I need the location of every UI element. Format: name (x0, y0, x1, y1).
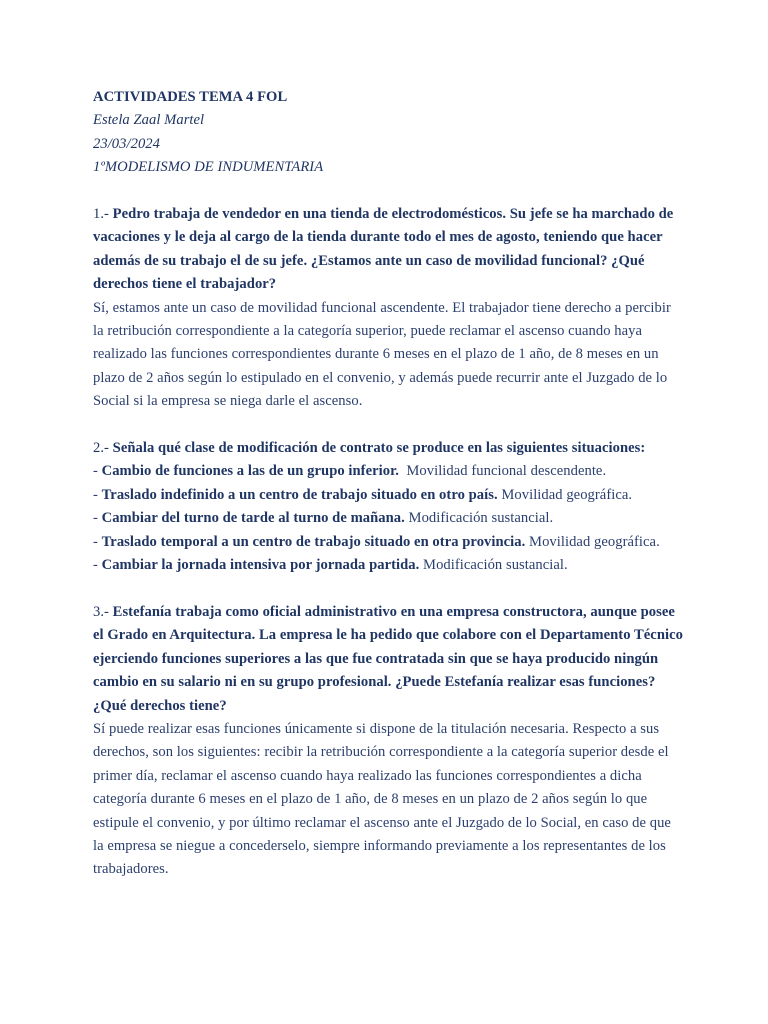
document-header (93, 86, 683, 180)
course-name: 1ºMODELISMO DE INDUMENTARIA (93, 159, 324, 176)
list-dash: - (93, 533, 102, 550)
list-item (93, 531, 683, 554)
author-name: Estela Zaal Martel (93, 112, 205, 129)
question-2-section (93, 437, 683, 577)
list-dash: - (93, 463, 102, 480)
question-1-section (93, 203, 683, 414)
question-2-body: Señala qué clase de modificación de contrato se produce en las siguientes situaciones: (108, 440, 646, 457)
answer-text: Movilidad funcional descendente. (398, 463, 607, 480)
list-item (93, 460, 683, 483)
document-date: 23/03/2024 (93, 135, 160, 152)
situation-text: Traslado temporal a un centro de trabajo situado en otra provincia. (101, 533, 526, 550)
list-dash: - (93, 486, 102, 503)
answer-3-text: Sí puede realizar esas funciones únicamente si dispone de la titulación necesaria. Respecto a sus derechos, son los siguientes: recibir la retribución correspondiente a la categoría superior desde el primer día, reclamar el ascenso cuando haya realizado las funciones correspondientes a dicha categoría durante 6 meses en el plazo de 1 año, de 8 meses en un plazo de 2 años según lo que estipule el convenio, y por último reclamar el ascenso ante el Juzgado de lo Social, en caso de que la empresa se niegue a concederselo, siempre informando previamente a los representantes de los trabajadores. (93, 720, 671, 878)
answer-1-text: Sí, estamos ante un caso de movilidad funcional ascendente. El trabajador tiene derecho a percibir la retribución correspondiente a la categoría superior, puede reclamar el ascenso cuando haya realizado las funciones correspondientes durante 6 meses en el plazo de 1 año, de 8 meses en un plazo de 2 años según lo estipulado en el convenio, y además puede recurrir ante el Juzgado de lo Social si la empresa se niega darle el ascenso. (93, 299, 671, 410)
list-item (93, 554, 683, 577)
list-dash: - (93, 510, 102, 527)
list-item (93, 507, 683, 530)
answer-text: Modificación sustancial. (404, 510, 554, 527)
document-page (93, 86, 683, 882)
situation-text: Cambiar del turno de tarde al turno de mañana. (101, 510, 405, 527)
question-2-text (93, 437, 683, 460)
question-1-number: 1.- (93, 206, 109, 223)
question-1-body: Pedro trabaja de vendedor en una tienda de electrodomésticos. Su jefe se ha marchado de vacaciones y le deja al cargo de la tienda durante todo el mes de agosto, teniendo que hacer además de su trabajo el de su jefe. ¿Estamos ante un caso de movilidad funcional? ¿Qué derechos tiene el trabajador? (93, 206, 674, 293)
answer-text: Movilidad geográfica. (525, 533, 660, 550)
question-2-number: 2.- (93, 440, 109, 457)
situation-text: Cambiar la jornada intensiva por jornada partida. (101, 557, 420, 574)
answer-text: Modificación sustancial. (419, 557, 568, 574)
situation-text: Cambio de funciones a las de un grupo inferior. (101, 463, 399, 480)
list-item (93, 484, 683, 507)
question-3-text (93, 601, 683, 718)
question-3-body: Estefanía trabaja como oficial administrativo en una empresa constructora, aunque posee el Grado en Arquitectura. La empresa le ha pedido que colabore con el Departamento Técnico ejerciendo funciones superiores a las que fue contratada sin que se haya producido ningún cambio en su salario ni en su grupo profesional. ¿Puede Estefanía realizar esas funciones? ¿Qué derechos tiene? (93, 603, 683, 714)
situation-text: Traslado indefinido a un centro de trabajo situado en otro país. (101, 486, 498, 503)
list-dash: - (93, 557, 102, 574)
question-3-number: 3.- (93, 603, 109, 620)
question-1-text (93, 203, 683, 297)
question-3-section (93, 601, 683, 882)
answer-text: Movilidad geográfica. (497, 486, 633, 503)
document-title: ACTIVIDADES TEMA 4 FOL (93, 89, 288, 105)
